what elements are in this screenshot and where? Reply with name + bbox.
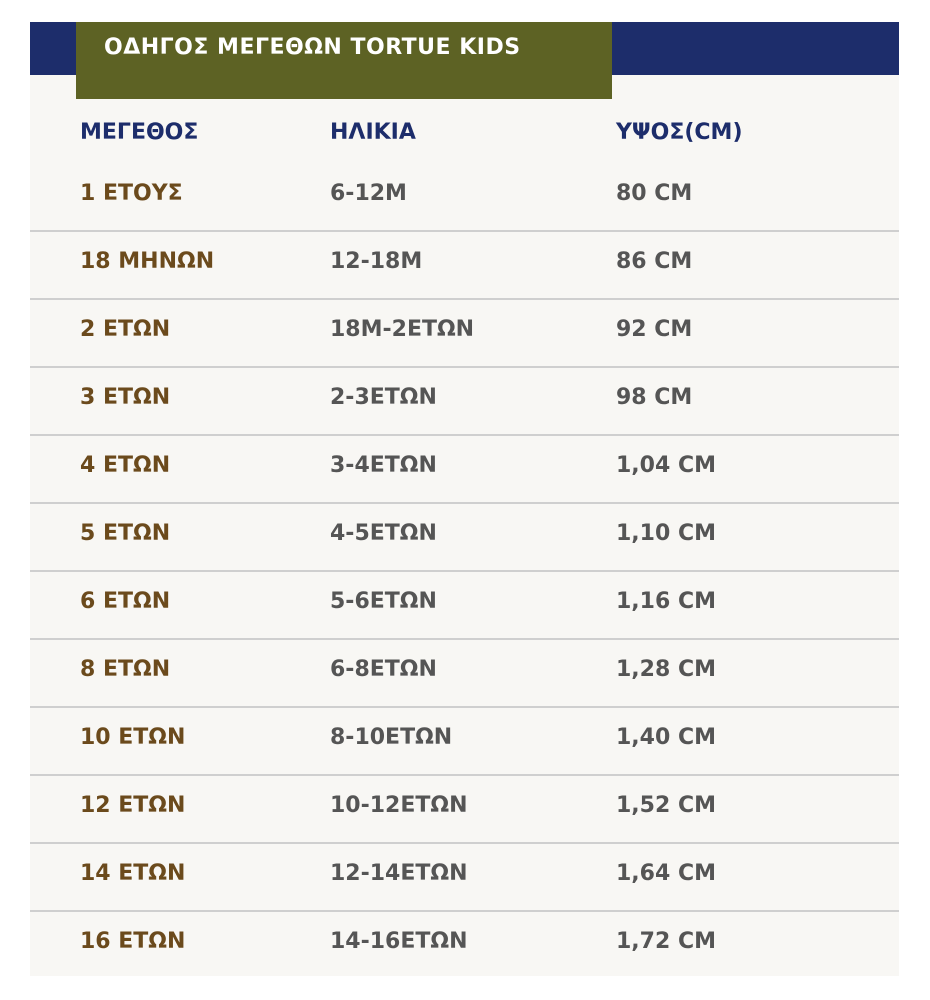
age-cell: 8-10ΕΤΩΝ [330, 725, 453, 750]
size-cell: 1 ΕΤΟΥΣ [80, 181, 183, 206]
size-cell: 2 ΕΤΩΝ [80, 317, 171, 342]
table-row [30, 232, 899, 300]
size-cell: 12 ΕΤΩΝ [80, 793, 186, 818]
age-cell: 18M-2ΕΤΩΝ [330, 317, 475, 342]
table-row [30, 300, 899, 368]
age-cell: 2-3ΕΤΩΝ [330, 385, 437, 410]
size-cell: 8 ΕΤΩΝ [80, 657, 171, 682]
column-header-size: ΜΕΓΕΘΟΣ [80, 120, 199, 145]
height-cell: 98 CM [616, 385, 693, 410]
table-row [30, 368, 899, 436]
table-row [30, 912, 899, 978]
table-row [30, 504, 899, 572]
age-cell: 6-12M [330, 181, 407, 206]
age-cell: 5-6ΕΤΩΝ [330, 589, 437, 614]
size-cell: 4 ΕΤΩΝ [80, 453, 171, 478]
age-cell: 6-8ΕΤΩΝ [330, 657, 437, 682]
height-cell: 92 CM [616, 317, 693, 342]
size-cell: 10 ΕΤΩΝ [80, 725, 186, 750]
table-row [30, 708, 899, 776]
height-cell: 80 CM [616, 181, 693, 206]
page-title: ΟΔΗΓΟΣ ΜΕΓΕΘΩΝ TORTUE KIDS [76, 22, 612, 99]
table-header [30, 110, 899, 160]
age-cell: 14-16ΕΤΩΝ [330, 929, 468, 954]
age-cell: 10-12ΕΤΩΝ [330, 793, 468, 818]
size-table [30, 164, 899, 978]
age-cell: 3-4ΕΤΩΝ [330, 453, 437, 478]
column-header-age: ΗΛΙΚΙΑ [330, 120, 416, 145]
size-cell: 14 ΕΤΩΝ [80, 861, 186, 886]
table-row [30, 844, 899, 912]
size-cell: 6 ΕΤΩΝ [80, 589, 171, 614]
size-cell: 5 ΕΤΩΝ [80, 521, 171, 546]
height-cell: 1,10 CM [616, 521, 716, 546]
table-row [30, 164, 899, 232]
table-row [30, 776, 899, 844]
age-cell: 12-14ΕΤΩΝ [330, 861, 468, 886]
height-cell: 1,28 CM [616, 657, 716, 682]
height-cell: 1,64 CM [616, 861, 716, 886]
table-row [30, 640, 899, 708]
size-cell: 16 ΕΤΩΝ [80, 929, 186, 954]
table-row [30, 572, 899, 640]
size-cell: 18 ΜΗΝΩΝ [80, 249, 215, 274]
height-cell: 86 CM [616, 249, 693, 274]
height-cell: 1,16 CM [616, 589, 716, 614]
height-cell: 1,04 CM [616, 453, 716, 478]
height-cell: 1,40 CM [616, 725, 716, 750]
size-cell: 3 ΕΤΩΝ [80, 385, 171, 410]
column-header-height: ΥΨΟΣ(CM) [616, 120, 743, 145]
table-row [30, 436, 899, 504]
age-cell: 12-18M [330, 249, 423, 274]
age-cell: 4-5ΕΤΩΝ [330, 521, 437, 546]
height-cell: 1,52 CM [616, 793, 716, 818]
height-cell: 1,72 CM [616, 929, 716, 954]
